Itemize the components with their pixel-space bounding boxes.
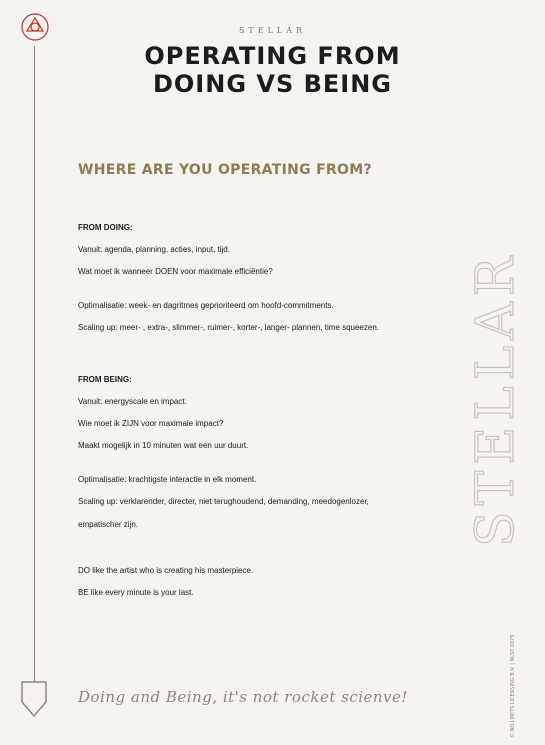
section-heading: WHERE ARE YOU OPERATING FROM?	[78, 162, 372, 178]
closing-line-2: BE like every minute is your last.	[78, 588, 194, 597]
being-line-4: Optimalisatie: krachtigste interactie in elk moment.	[78, 475, 257, 484]
being-line-5: Scaling up: verklarender, directer, niet terughoudend, demanding, meedogenlozer,	[78, 497, 369, 506]
doing-heading: FROM DOING:	[78, 223, 133, 232]
shield-icon	[18, 680, 50, 720]
closing-line-1: DO like the artist who is creating his masterpiece.	[78, 566, 254, 575]
being-line-3: Maakt mogelijk in 10 minuten wat een uur duurt.	[78, 441, 249, 450]
title-line-2: DOING VS BEING	[152, 70, 392, 98]
left-rule	[34, 46, 35, 686]
page-title	[0, 42, 545, 98]
slogan: Doing and Being, it's not rocket scienve!	[78, 688, 408, 706]
doing-line-1: Vanuit: agenda, planning, acties, input, tijd.	[78, 245, 230, 254]
doing-line-4: Scaling up: meer- , extra-, slimmer-, ruimer-, korter-, langer- plannen, time squeezen.	[78, 323, 379, 332]
doing-line-3: Optimalisatie: week- en dagritmes geprioriteerd om hoofd-commitments.	[78, 301, 334, 310]
being-heading: FROM BEING:	[78, 375, 132, 384]
stellar-watermark	[451, 212, 541, 552]
being-line-6: empatischer zijn.	[78, 520, 139, 529]
title-line-1: OPERATING FROM	[144, 42, 401, 70]
brand-label: STELLAR	[238, 26, 307, 35]
svg-text:STELLAR: STELLAR	[466, 250, 526, 547]
doing-line-2: Wat moet ik wanneer DOEN voor maximale efficiëntie?	[78, 267, 273, 276]
being-line-1: Vanuit: energyscale en impact.	[78, 397, 187, 406]
being-line-2: Wie moet ik ZIJN voor maximale impact?	[78, 419, 224, 428]
copyright-text	[496, 600, 526, 740]
svg-text:© NO LIMITS LICENSING B.V. | N: © NO LIMITS LICENSING B.V. | NLST 0375	[510, 634, 516, 738]
